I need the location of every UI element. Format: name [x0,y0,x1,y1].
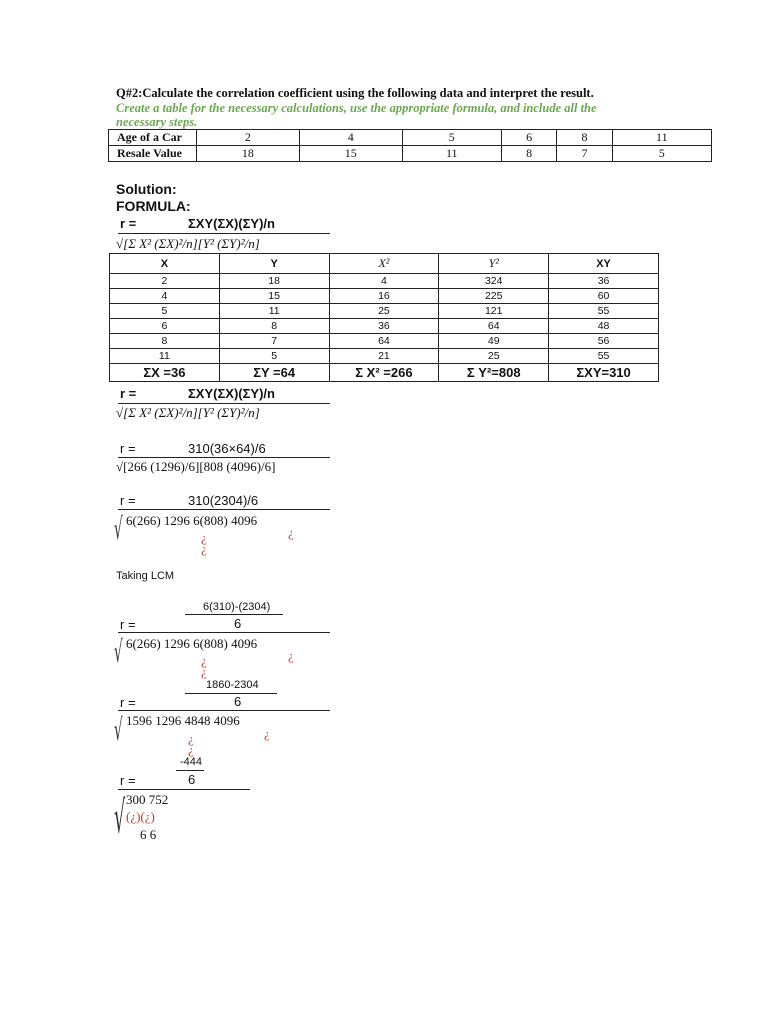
table-cell: 21 [329,349,439,364]
table-row [110,289,659,304]
step6-numerator: 6 [188,772,196,787]
step6-denominator: 300 752 [126,792,169,807]
table-cell: 36 [329,319,439,334]
error-glyph: ¿ [288,648,294,663]
table-cell: 18 [219,274,329,289]
row-label: Resale Value [109,146,197,162]
table-cell: 36 [549,274,659,289]
table-cell: 16 [329,289,439,304]
step3-denominator: 6(266) 1296 6(808) 4096 [126,513,258,528]
r-label: r = [120,695,136,710]
column-header: Y [219,254,329,274]
total-cell: Σ X² =266 [329,364,439,382]
table-cell: 64 [329,334,439,349]
r-label: r = [120,493,136,508]
table-cell: 4 [299,130,402,146]
radical-icon: √ [114,792,126,843]
r-label: r = [120,386,137,401]
solution-heading: Solution: [116,181,177,197]
total-cell: ΣX =36 [110,364,220,382]
total-cell: ΣXY=310 [549,364,659,382]
r-label: r = [120,617,136,632]
step1-numerator: ΣXY(ΣX)(ΣY)/n [188,386,275,401]
table-cell: 60 [549,289,659,304]
step5-numerator: 6 [234,694,242,709]
step6-top: -444 [180,756,203,768]
step6-bottom: 6 6 [140,827,157,842]
table-row [110,349,659,364]
error-glyph: ¿ [201,541,207,556]
fraction-bar [118,632,330,633]
table-cell: 11 [402,146,501,162]
column-header: X [110,254,220,274]
error-glyph: ¿ [201,530,207,545]
calculation-table [109,253,659,382]
step5-top: 1860-2304 [206,679,259,691]
column-header: X² [329,254,439,274]
table-cell: 18 [197,146,300,162]
fraction-bar [185,693,277,694]
fraction-bar [118,403,330,404]
fraction-bar [118,457,330,458]
total-cell: ΣY =64 [219,364,329,382]
fraction-bar [118,710,330,711]
table-cell: 121 [439,304,549,319]
table-cell: 7 [557,146,612,162]
table-cell: 8 [219,319,329,334]
table-cell: 8 [557,130,612,146]
fraction-bar [118,233,330,234]
error-glyph: ¿ [188,742,194,757]
table-cell: 15 [299,146,402,162]
table-cell: 5 [612,146,711,162]
table-row [110,274,659,289]
table-cell: 6 [501,130,556,146]
totals-row [110,364,659,382]
r-label: r = [120,216,137,231]
fraction-bar [118,509,330,510]
step2-denominator: √[266 (1296)/6][808 (4096)/6] [116,459,276,474]
table-cell: 4 [110,289,220,304]
table-row [109,146,712,162]
table-cell: 56 [549,334,659,349]
table-cell: 5 [402,130,501,146]
formula-heading: FORMULA: [116,198,191,214]
table-cell: 15 [219,289,329,304]
step4-numerator: 6 [234,616,242,631]
table-cell: 324 [439,274,549,289]
table-cell: 4 [329,274,439,289]
data-table [108,129,712,162]
formula-numerator: ΣXY(ΣX)(ΣY)/n [188,216,275,231]
step2-numerator: 310(36×64)/6 [188,441,266,456]
table-cell: 7 [219,334,329,349]
error-glyph: ¿ [264,726,270,741]
error-glyph: ¿ [201,653,207,668]
question-title: Q#2:Calculate the correlation coefficient using the following data and interpret the result. [116,86,594,100]
table-cell: 48 [549,319,659,334]
error-glyph: ¿ [201,664,207,679]
table-cell: 11 [110,349,220,364]
table-cell: 2 [110,274,220,289]
table-row [110,334,659,349]
question-instructions: Create a table for the necessary calculations, use the appropriate formula, and include all the [116,101,597,115]
table-row [110,304,659,319]
table-cell: 225 [439,289,549,304]
radical-icon: √ [114,713,123,748]
table-cell: 2 [197,130,300,146]
table-cell: 55 [549,349,659,364]
table-cell: 5 [110,304,220,319]
fraction-bar [176,770,204,771]
step4-top: 6(310)-(2304) [203,601,271,613]
table-cell: 8 [110,334,220,349]
error-glyph-pair: (¿)(¿) [126,809,155,824]
table-cell: 55 [549,304,659,319]
table-cell: 8 [501,146,556,162]
column-header: Y² [439,254,549,274]
table-cell: 5 [219,349,329,364]
r-label: r = [120,773,136,788]
step4-denominator: 6(266) 1296 6(808) 4096 [126,636,258,651]
table-cell: 6 [110,319,220,334]
total-cell: Σ Y²=808 [439,364,549,382]
question-instructions-continued: necessary steps. [116,115,198,129]
error-glyph: ¿ [188,731,194,746]
fraction-bar [118,789,250,790]
step3-numerator: 310(2304)/6 [188,493,259,508]
table-header-row [110,254,659,274]
table-cell: 11 [219,304,329,319]
column-header: XY [549,254,659,274]
row-label: Age of a Car [109,130,197,146]
table-cell: 49 [439,334,549,349]
error-glyph: ¿ [288,525,294,540]
table-cell: 64 [439,319,549,334]
table-cell: 25 [439,349,549,364]
formula-denominator: √[Σ X² (ΣX)²/n][Y² (ΣY)²/n] [116,236,260,251]
step1-denominator: √[Σ X² (ΣX)²/n][Y² (ΣY)²/n] [116,405,260,420]
r-label: r = [120,441,136,456]
table-row [109,130,712,146]
table-cell: 25 [329,304,439,319]
table-cell: 11 [612,130,711,146]
radical-icon: √ [114,635,123,670]
lcm-note: Taking LCM [116,570,175,582]
table-row [110,319,659,334]
fraction-bar [185,614,283,615]
step5-denominator: 1596 1296 4848 4096 [126,713,240,728]
radical-icon: √ [114,512,123,547]
